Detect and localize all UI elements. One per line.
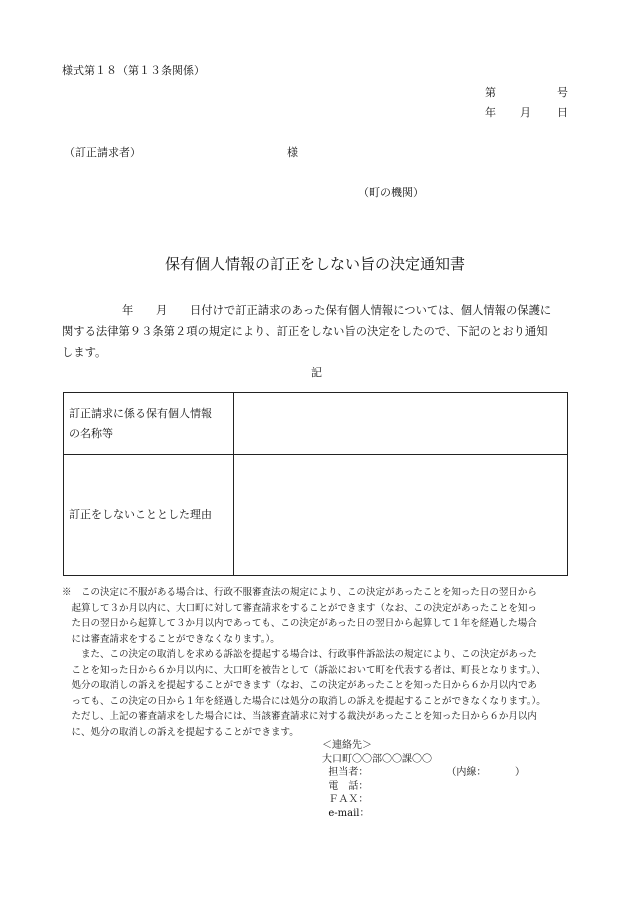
reason-label: 訂正をしないこととした理由 — [69, 508, 212, 521]
note-line: 起算して３か月以内に、大口町に対して審査請求をすることができます（なお、この決定があったことを知っ — [62, 602, 537, 614]
reason-label-cell — [64, 455, 234, 576]
name-label-line-2: の名称等 — [69, 426, 113, 440]
issuer-label: （町の機関） — [358, 186, 424, 199]
body-month: 月 — [156, 304, 168, 317]
note-line: また、この決定の取消しを求める訴訟を提起する場合は、行政事件訴訟法の規定により、この決定があった — [62, 649, 537, 660]
contact-email: e-mail： — [322, 807, 370, 819]
note-line: ことを知った日から６か月以内に、大口町を被告として（訴訟において町を代表する者は、町長となります。）、 — [62, 664, 546, 676]
note-line: 処分の取消しの訴えを提起することができます（なお、この決定があったことを知った日から６か月以内であ — [62, 680, 537, 691]
naisen-label: （内線： ） — [446, 767, 525, 778]
record-table — [63, 392, 568, 576]
recipient-honorific: 様 — [287, 146, 298, 159]
contact-dept: 大口町〇〇部〇〇課〇〇 — [322, 753, 432, 765]
contact-fax: ＦＡＸ： — [322, 794, 369, 805]
contact-block — [322, 739, 525, 820]
contact-tantou — [322, 766, 525, 780]
doc-number-dai: 第 — [485, 86, 496, 99]
appeal-notes — [62, 585, 572, 740]
recipient-label: （訂正請求者） — [64, 146, 141, 159]
doc-number-gou: 号 — [557, 86, 568, 99]
note-line: には審査請求をすることができなくなります。）。 — [62, 633, 280, 645]
note-line: に、処分の取消しの訴えを提起することができます。 — [62, 726, 299, 738]
form-number: 様式第１８（第１３条関係） — [62, 64, 205, 77]
note-line: ただし、上記の審査請求をした場合には、当該審査請求に対する裁決があったことを知った日から６か月以内 — [62, 711, 537, 722]
date-month: 月 — [520, 106, 531, 119]
date-day: 日 — [557, 106, 568, 119]
date-year: 年 — [485, 106, 496, 119]
body-line-2: 関する法律第９３条第２項の規定により、訂正をしない旨の決定をしたので、下記のとおり通知 — [62, 325, 548, 338]
contact-heading: ＜連絡先＞ — [322, 740, 372, 751]
note-line: ※ この決定に不服がある場合は、行政不服審査法の規定により、この決定があったことを知った日の翌日から — [62, 587, 537, 598]
body-year: 年 — [122, 304, 134, 317]
note-line: た日の翌日から起算して３か月以内であっても、この決定があった日の翌日から起算して１年を経過した場合 — [62, 618, 537, 629]
name-label-line-1: 訂正請求に係る保有個人情報 — [69, 406, 212, 420]
contact-phone: 電 話： — [322, 780, 369, 792]
name-label-cell — [64, 393, 234, 455]
ki-label: 記 — [311, 366, 322, 379]
note-line: っても、この決定の日から１年を経過した場合には処分の取消しの訴えを提起することができなくなります。）。 — [62, 695, 546, 707]
tantou-label: 担当者： — [322, 767, 369, 778]
body-line-3: します。 — [62, 346, 107, 359]
reason-value-cell[interactable] — [234, 455, 568, 576]
document-title: 保有個人情報の訂正をしない旨の決定通知書 — [164, 255, 465, 273]
body-line-1: 日付けで訂正請求のあった保有個人情報については、個人情報の保護に — [190, 304, 552, 317]
name-value-cell[interactable] — [234, 393, 568, 455]
